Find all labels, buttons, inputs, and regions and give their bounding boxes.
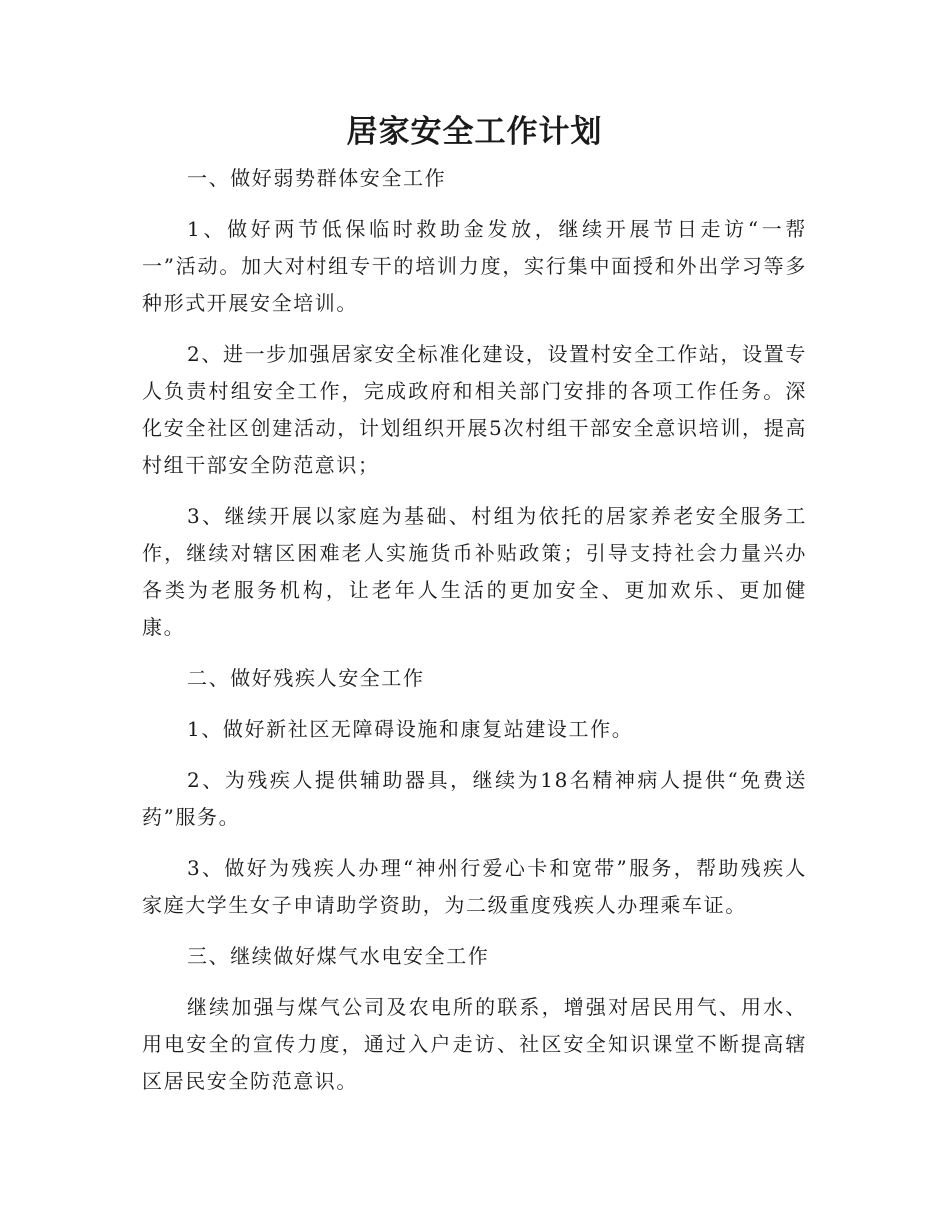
paragraph-3-1: 继续加强与煤气公司及农电所的联系，增强对居民用气、用水、用电安全的宣传力度，通过入户走访、社区安全知识课堂不断提高辖区居民安全防范意识。 bbox=[142, 995, 807, 1093]
paragraph-1-1: 1、做好两节低保临时救助金发放，继续开展节日走访“一帮一”活动。加大对村组专干的培训力度，实行集中面授和外出学习等多种形式开展安全培训。 bbox=[142, 217, 807, 315]
section-heading-1: 一、做好弱势群体安全工作 bbox=[187, 166, 447, 190]
document-title: 居家安全工作计划 bbox=[346, 114, 603, 150]
section-heading-2: 二、做好残疾人安全工作 bbox=[187, 666, 425, 690]
paragraph-1-3: 3、继续开展以家庭为基础、村组为依托的居家养老安全服务工作，继续对辖区困难老人实施货币补贴政策；引导支持社会力量兴办各类为老服务机构，让老年人生活的更加安全、更加欢乐、更加健康。 bbox=[142, 504, 807, 639]
paragraph-2-3: 3、做好为残疾人办理“神州行爱心卡和宽带”服务，帮助残疾人家庭大学生女子申请助学资助，为二级重度残疾人办理乘车证。 bbox=[142, 856, 807, 917]
paragraph-2-2: 2、为残疾人提供辅助器具，继续为18名精神病人提供“免费送药”服务。 bbox=[142, 768, 807, 829]
document-page bbox=[142, 110, 807, 1114]
paragraph-1-2: 2、进一步加强居家安全标准化建设，设置村安全工作站，设置专人负责村组安全工作，完成政府和相关部门安排的各项工作任务。深化安全社区创建活动，计划组织开展5次村组干部安全意识培训，提高村组干部安全防范意识； bbox=[142, 342, 807, 477]
section-heading-3: 三、继续做好煤气水电安全工作 bbox=[187, 944, 490, 968]
paragraph-2-1: 1、做好新社区无障碍设施和康复站建设工作。 bbox=[187, 717, 634, 741]
